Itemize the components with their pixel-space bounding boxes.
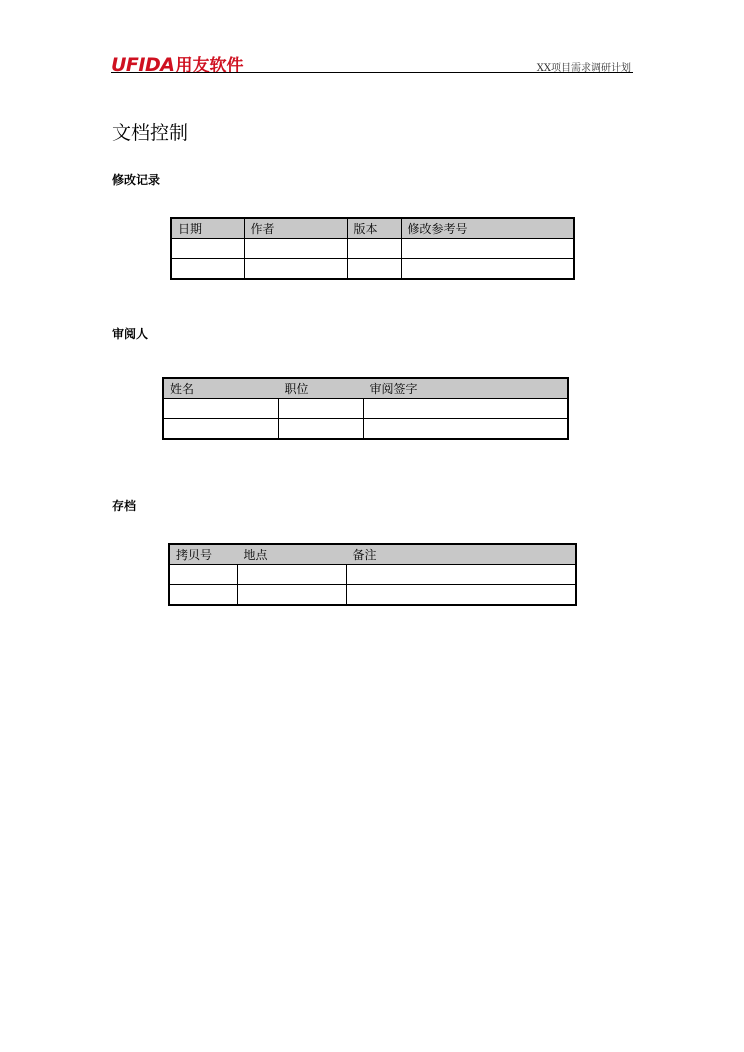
column-header-change-ref: 修改参考号 [401,218,574,239]
table-cell[interactable] [169,565,237,585]
table-cell[interactable] [244,239,347,259]
column-header-version: 版本 [347,218,401,239]
table-cell[interactable] [244,259,347,280]
table-cell[interactable] [163,419,278,440]
table-cell[interactable] [237,585,346,606]
table-cell[interactable] [278,399,363,419]
table-cell[interactable] [401,259,574,280]
table-cell[interactable] [171,259,244,280]
table-row [169,565,576,585]
table-cell[interactable] [169,585,237,606]
reviewers-heading: 审阅人 [112,327,149,341]
table-cell[interactable] [278,419,363,440]
table-cell[interactable] [237,565,346,585]
logo-latin-text: UFIDA [111,54,175,76]
table-cell[interactable] [346,585,576,606]
header-doc-name: XX项目需求调研计划 [536,63,631,74]
column-header-remarks: 备注 [346,544,576,565]
column-header-position: 职位 [278,378,363,399]
table-cell[interactable] [363,419,568,440]
table-row [163,419,568,440]
table-cell[interactable] [363,399,568,419]
column-header-location: 地点 [237,544,346,565]
table-row [171,259,574,280]
revision-heading: 修改记录 [112,173,161,187]
column-header-date: 日期 [171,218,244,239]
table-row [163,399,568,419]
table-cell[interactable] [401,239,574,259]
logo-cjk-text: 用友软件 [175,56,244,76]
column-header-signature: 审阅签字 [363,378,568,399]
archive-table [168,543,577,606]
table-header-row [169,544,576,565]
header-rule [111,72,633,73]
reviewers-table [162,377,569,440]
table-header-row [163,378,568,399]
table-cell[interactable] [163,399,278,419]
revision-table [170,217,575,280]
column-header-author: 作者 [244,218,347,239]
table-row [169,585,576,606]
page-header [111,50,633,74]
table-cell[interactable] [171,239,244,259]
column-header-copy-no: 拷贝号 [169,544,237,565]
table-row [171,239,574,259]
column-header-name: 姓名 [163,378,278,399]
archive-heading: 存档 [112,499,137,513]
table-cell[interactable] [347,259,401,280]
table-cell[interactable] [347,239,401,259]
table-cell[interactable] [346,565,576,585]
table-header-row [171,218,574,239]
page-title: 文档控制 [112,122,189,144]
